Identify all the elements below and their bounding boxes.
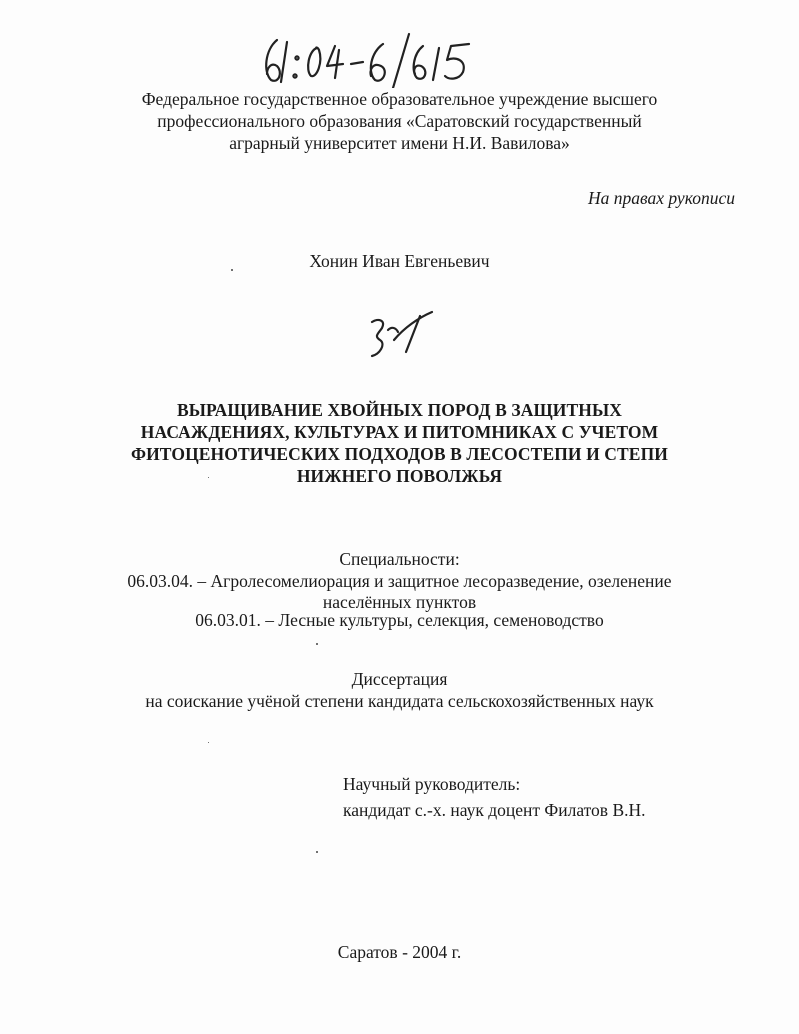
specialty-1-line-2: населённых пунктов <box>322 592 477 612</box>
scan-speck <box>316 851 318 853</box>
author-signature <box>360 306 440 362</box>
title-line-1: ВЫРАЩИВАНИЕ ХВОЙНЫХ ПОРОД В ЗАЩИТНЫХ <box>176 400 623 420</box>
institution-line-2: профессионального образования «Саратовский государственный <box>157 111 642 131</box>
handwritten-archive-mark <box>255 28 485 88</box>
institution-line-3: аграрный университет имени Н.И. Вавилова» <box>229 133 570 153</box>
author-name: Хонин Иван Евгеньевич <box>309 251 490 271</box>
advisor-name: кандидат с.-х. наук доцент Филатов В.Н. <box>343 800 646 820</box>
specialty-1-line-1: 06.03.04. – Агролесомелиорация и защитное лесоразведение, озеленение <box>127 571 672 591</box>
dissertation-heading: Диссертация <box>351 669 448 689</box>
advisor-heading: Научный руководитель: <box>343 774 521 794</box>
dissertation-degree: на соискание учёной степени кандидата сельскохозяйственных наук <box>145 691 654 711</box>
manuscript-note: На правах рукописи <box>588 188 735 208</box>
institution-line-1: Федеральное государственное образовательное учреждение высшего <box>141 89 658 109</box>
scan-speck <box>231 269 233 271</box>
specialties-heading: Специальности: <box>339 549 460 569</box>
city-year: Саратов - 2004 г. <box>337 942 462 962</box>
title-line-2: НАСАЖДЕНИЯХ, КУЛЬТУРАХ И ПИТОМНИКАХ С УЧЕТОМ <box>140 422 659 442</box>
title-line-3: ФИТОЦЕНОТИЧЕСКИХ ПОДХОДОВ В ЛЕСОСТЕПИ И СТЕПИ <box>130 444 669 464</box>
scan-speck <box>316 643 318 645</box>
specialty-2: 06.03.01. – Лесные культуры, селекция, семеноводство <box>195 610 604 630</box>
scan-speck <box>208 742 209 743</box>
title-line-4: НИЖНЕГО ПОВОЛЖЬЯ <box>296 466 503 486</box>
scan-speck <box>208 477 209 478</box>
